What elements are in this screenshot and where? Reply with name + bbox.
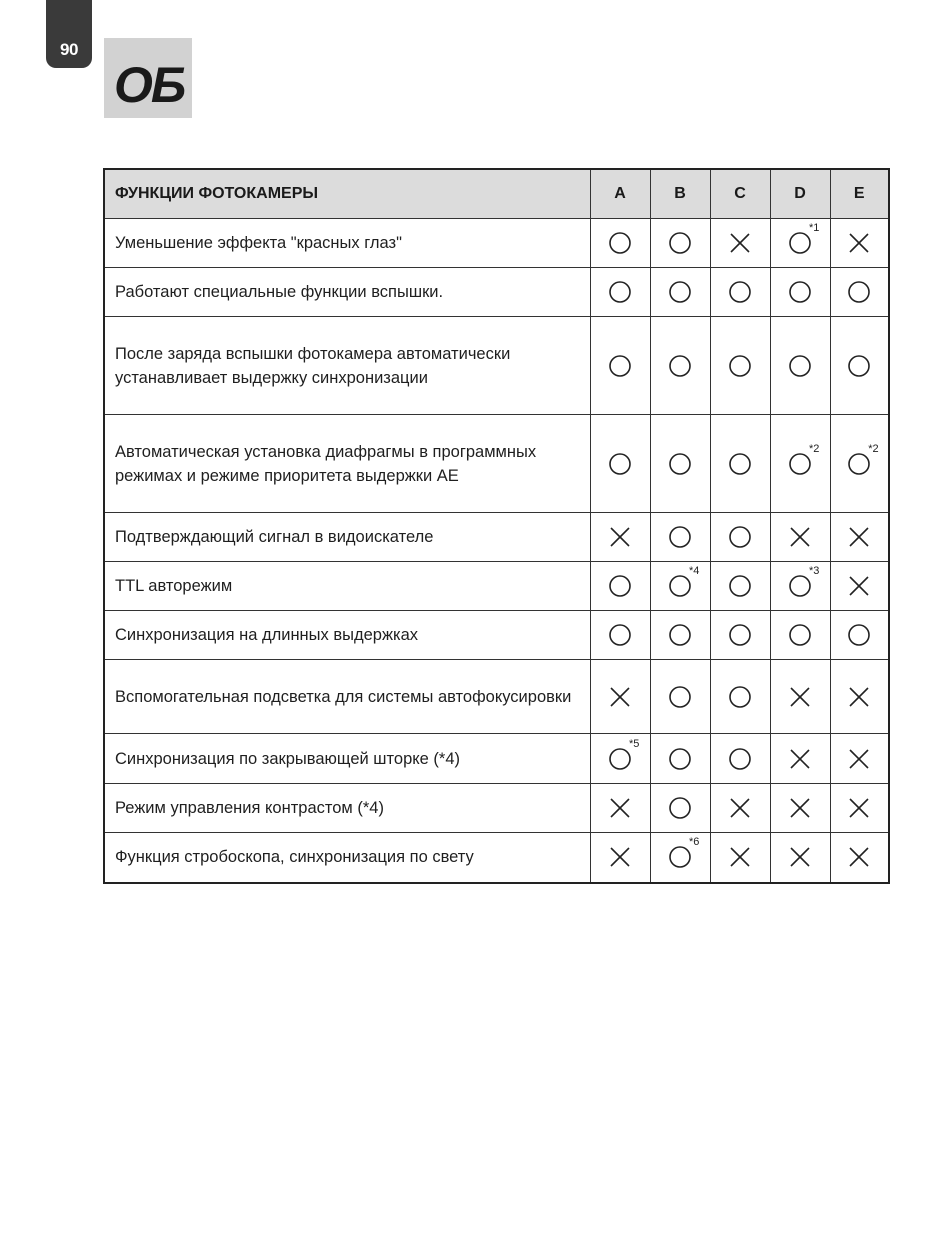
supported-circle-icon xyxy=(787,353,813,379)
footnote-marker: *3 xyxy=(809,565,820,577)
compat-cell xyxy=(590,513,650,562)
unsupported-cross-icon xyxy=(846,746,872,772)
compat-cell xyxy=(710,219,770,268)
compat-cell xyxy=(830,784,889,833)
compat-cell xyxy=(650,415,710,513)
compat-cell xyxy=(830,562,889,611)
footnote-marker: *2 xyxy=(868,442,879,455)
unsupported-cross-icon xyxy=(846,573,872,599)
compat-cell xyxy=(770,219,830,268)
function-label: Вспомогательная подсветка для системы автофокусировки xyxy=(104,660,590,734)
supported-circle-icon xyxy=(727,684,753,710)
table-body xyxy=(104,219,889,883)
compat-cell xyxy=(830,317,889,415)
function-label: Уменьшение эффекта "красных глаз" xyxy=(104,219,590,268)
compat-cell xyxy=(650,660,710,734)
unsupported-cross-icon xyxy=(787,844,813,870)
compat-cell xyxy=(590,317,650,415)
header-model: A xyxy=(590,169,650,219)
footnote-marker: *5 xyxy=(629,737,640,750)
supported-circle-icon xyxy=(846,279,872,305)
supported-circle-icon xyxy=(787,279,813,305)
function-label: Синхронизация по закрывающей шторке (*4) xyxy=(104,734,590,784)
compat-cell xyxy=(770,562,830,611)
supported-circle-icon xyxy=(607,451,633,477)
compat-cell xyxy=(830,268,889,317)
unsupported-cross-icon xyxy=(727,844,753,870)
table-header-row xyxy=(104,169,889,219)
compat-cell xyxy=(770,415,830,513)
compat-cell xyxy=(710,833,770,883)
supported-circle-icon xyxy=(787,442,820,477)
section-badge xyxy=(104,38,192,118)
page-number: 90 xyxy=(60,40,78,59)
unsupported-cross-icon xyxy=(846,524,872,550)
compat-cell xyxy=(590,660,650,734)
table-row xyxy=(104,784,889,833)
compat-cell xyxy=(710,562,770,611)
function-label: Подтверждающий сигнал в видоискателе xyxy=(104,513,590,562)
section-code: ОБ xyxy=(114,57,185,113)
table-row xyxy=(104,513,889,562)
footnote-marker: *1 xyxy=(809,222,820,234)
compat-cell xyxy=(830,611,889,660)
supported-circle-icon xyxy=(667,230,693,256)
supported-circle-icon xyxy=(667,795,693,821)
footnote-marker: *4 xyxy=(689,565,700,577)
table-row xyxy=(104,734,889,784)
compat-cell xyxy=(710,734,770,784)
supported-circle-icon xyxy=(667,279,693,305)
supported-circle-icon xyxy=(607,353,633,379)
unsupported-cross-icon xyxy=(607,795,633,821)
compat-cell xyxy=(650,317,710,415)
compat-cell xyxy=(650,268,710,317)
table-row xyxy=(104,611,889,660)
function-label: Автоматическая установка диафрагмы в программных режимах и режиме приоритета выдержки АЕ xyxy=(104,415,590,513)
footnote-marker: *6 xyxy=(689,836,700,849)
supported-circle-icon xyxy=(667,622,693,648)
compat-cell xyxy=(590,268,650,317)
unsupported-cross-icon xyxy=(846,795,872,821)
supported-circle-icon xyxy=(787,565,820,599)
compat-cell xyxy=(590,734,650,784)
unsupported-cross-icon xyxy=(607,524,633,550)
compat-cell xyxy=(590,219,650,268)
compat-cell xyxy=(590,562,650,611)
compat-cell xyxy=(710,611,770,660)
compat-cell xyxy=(830,833,889,883)
supported-circle-icon xyxy=(727,279,753,305)
compat-cell xyxy=(650,734,710,784)
page-number-tab xyxy=(46,0,92,68)
compat-cell xyxy=(590,611,650,660)
compat-cell xyxy=(770,660,830,734)
unsupported-cross-icon xyxy=(787,524,813,550)
header-model: B xyxy=(650,169,710,219)
compat-cell xyxy=(710,268,770,317)
unsupported-cross-icon xyxy=(846,684,872,710)
compat-cell xyxy=(650,611,710,660)
table-row xyxy=(104,660,889,734)
unsupported-cross-icon xyxy=(727,795,753,821)
supported-circle-icon xyxy=(787,222,820,256)
supported-circle-icon xyxy=(846,353,872,379)
unsupported-cross-icon xyxy=(607,844,633,870)
compat-cell xyxy=(650,784,710,833)
supported-circle-icon xyxy=(667,684,693,710)
table-row xyxy=(104,415,889,513)
compat-cell xyxy=(770,734,830,784)
compat-cell xyxy=(770,833,830,883)
supported-circle-icon xyxy=(607,737,640,772)
supported-circle-icon xyxy=(667,565,700,599)
compat-cell xyxy=(710,784,770,833)
supported-circle-icon xyxy=(727,353,753,379)
supported-circle-icon xyxy=(727,573,753,599)
unsupported-cross-icon xyxy=(607,684,633,710)
function-label: TTL авторежим xyxy=(104,562,590,611)
compat-cell xyxy=(590,784,650,833)
supported-circle-icon xyxy=(846,442,879,477)
unsupported-cross-icon xyxy=(787,795,813,821)
supported-circle-icon xyxy=(727,524,753,550)
supported-circle-icon xyxy=(667,451,693,477)
compatibility-table xyxy=(103,168,890,884)
header-function: ФУНКЦИИ ФОТОКАМЕРЫ xyxy=(104,169,590,219)
compat-cell xyxy=(590,833,650,883)
function-label: Синхронизация на длинных выдержках xyxy=(104,611,590,660)
header-model: C xyxy=(710,169,770,219)
compat-cell xyxy=(710,660,770,734)
table-row xyxy=(104,562,889,611)
table-row xyxy=(104,268,889,317)
function-label: Работают специальные функции вспышки. xyxy=(104,268,590,317)
compat-cell xyxy=(650,219,710,268)
table-row xyxy=(104,833,889,883)
supported-circle-icon xyxy=(607,622,633,648)
compat-cell xyxy=(710,415,770,513)
compat-cell xyxy=(770,317,830,415)
unsupported-cross-icon xyxy=(846,230,872,256)
header-model: E xyxy=(830,169,889,219)
unsupported-cross-icon xyxy=(787,746,813,772)
supported-circle-icon xyxy=(667,353,693,379)
header-model: D xyxy=(770,169,830,219)
compat-cell xyxy=(830,660,889,734)
supported-circle-icon xyxy=(667,836,700,870)
compat-cell xyxy=(830,219,889,268)
compat-cell xyxy=(650,562,710,611)
table-row xyxy=(104,219,889,268)
supported-circle-icon xyxy=(667,524,693,550)
unsupported-cross-icon xyxy=(727,230,753,256)
compat-cell xyxy=(770,611,830,660)
compat-cell xyxy=(770,784,830,833)
unsupported-cross-icon xyxy=(787,684,813,710)
supported-circle-icon xyxy=(607,279,633,305)
unsupported-cross-icon xyxy=(846,844,872,870)
supported-circle-icon xyxy=(846,622,872,648)
compat-cell xyxy=(710,513,770,562)
compat-cell xyxy=(830,734,889,784)
supported-circle-icon xyxy=(607,573,633,599)
compat-cell xyxy=(590,415,650,513)
compat-cell xyxy=(830,513,889,562)
function-label: Функция стробоскопа, синхронизация по свету xyxy=(104,833,590,883)
compat-cell xyxy=(830,415,889,513)
compat-cell xyxy=(710,317,770,415)
supported-circle-icon xyxy=(667,746,693,772)
compat-cell xyxy=(650,833,710,883)
supported-circle-icon xyxy=(727,451,753,477)
footnote-marker: *2 xyxy=(809,442,820,455)
function-label: После заряда вспышки фотокамера автоматически устанавливает выдержку синхронизации xyxy=(104,317,590,415)
table-row xyxy=(104,317,889,415)
compat-cell xyxy=(770,513,830,562)
supported-circle-icon xyxy=(727,746,753,772)
function-label: Режим управления контрастом (*4) xyxy=(104,784,590,833)
supported-circle-icon xyxy=(607,230,633,256)
compat-cell xyxy=(650,513,710,562)
compat-cell xyxy=(770,268,830,317)
supported-circle-icon xyxy=(727,622,753,648)
supported-circle-icon xyxy=(787,622,813,648)
